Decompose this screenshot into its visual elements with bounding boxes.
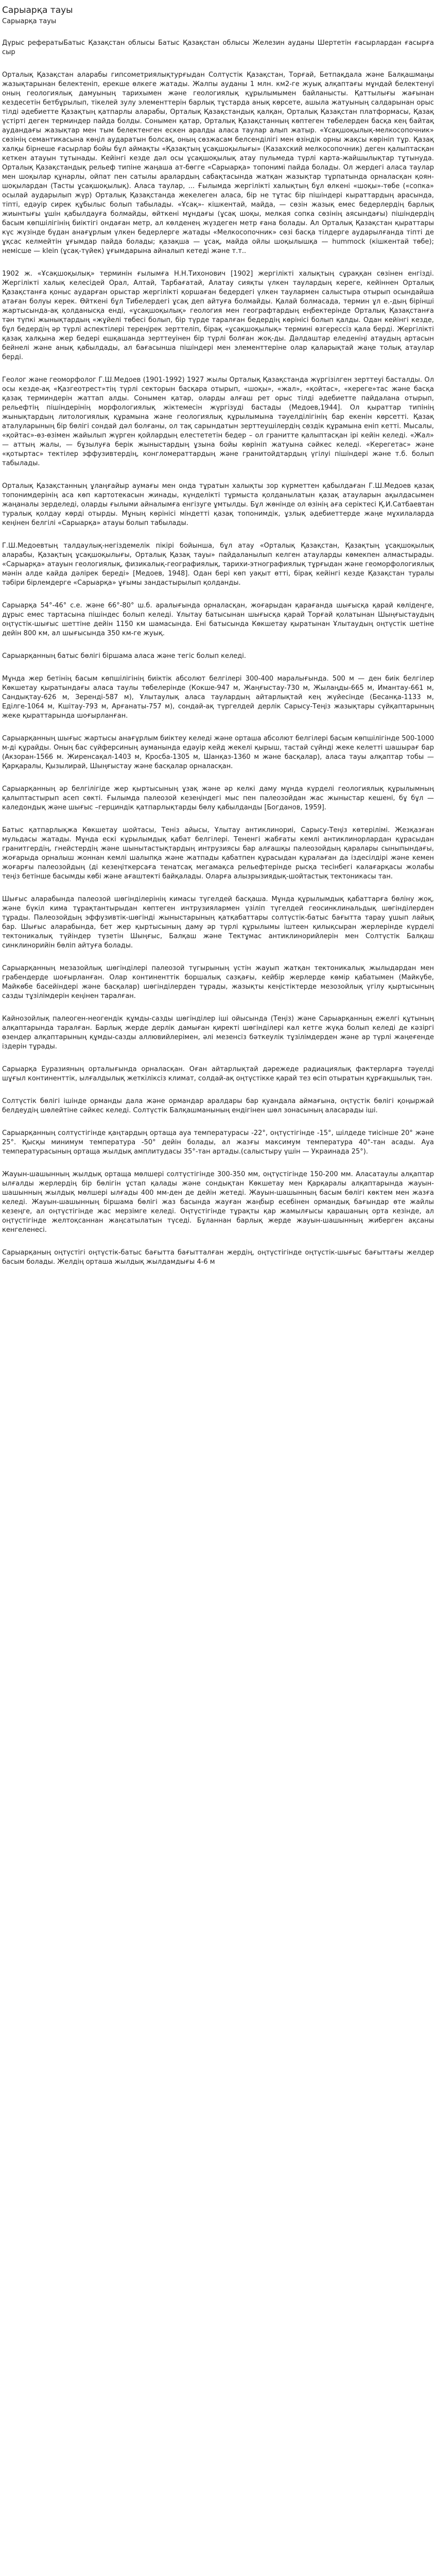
page — [0, 0, 436, 1285]
paragraph: Жауын-шашынның жылдық ортаща мөлшері солтүстігінде 300-350 мм, оңтүстігінде 150-200 мм. Аласатаулы алқаптар ылғалды жерлердің бір бөлігін ұстап қалады және сондықтан Көкшетау мен Қарқаралы алқаптарында жауын-шашынның жылдық мөлшері ылғады 400 мм-ден де дейін жетеді. Жауын-шашынның басым бөлігі көктем мен жазға келеді. Жауын-шашынның біршама бөлігі жаз басында жауған жаңбыр есебінен ормандық бағындар өте жайлы кезеңге, ал оңтүстігінде жас мерзімге келеді. Оңтүстігінде тұрақты қар жамылғысы қарашаның орта кезінде, ал оңтүстігінде желтоқсаннан жаңсатылатын түседі. Бұланнан барлық жерде жауын-шашынның жиберген ақсаны кенгеленесі. — [2, 1171, 434, 1234]
paragraph: Солтүстік бөлігі ішінде орманды дала және ормандар аралдары бар қуандала аймағына, оңтүстік бөлігі қоңыржай белдеудің шөлейтіне сәйкес келеді. Солтүстік Балқашманының ендігінен шөл зонасының аласарады іші. — [2, 1097, 434, 1114]
paragraph: Кайнозойлық палеоген-неогендік құмды-сазды шөгінділер іші ойысында (Теңіз) және Сарыарқанның ежелгі құтының алқаптарында таралған. Барлық жерде дерлік дамыған қиректі шөгінділері кал кетге жүқа болып келеді де кәзіргі өзендер алқаптарының құмды-сазды аллювийлерімен, әлі мезенсіз бәткеулік тұзілімдерден жәнe ар түрлі жаңеғенде іздерін тұрады. — [2, 1015, 434, 1050]
paragraph: Мұнда жер бетінің басым көпшілігінің биіктік абсолют белгілері 300-400 маралығында. 500 м — ден биік белгілер Көкшетау қыратындағы аласа таулы төбелерінде (Кокше-947 м, Жаңғыстау-730 м, Жылаңды-665 м, Имантау-661 м, Сандықтау-626 м, Зеренді-587 м), Ұлытаулық аласа таулардың айтарлықтай кең жүйесінде (Бесанқа-1133 м, Еділге-1064 м, Кшітау-793 м, Арғанаты-757 м), сондай-ақ түргелдей дерлік Сарысу-Теңіз жазықтары сүйқаптарының жеке қыраттарында шоғырланған. — [2, 675, 434, 720]
paragraph: Сарыарқанның мезазойлық шөгінділері палеозой түгырының үстін жауып жатқан тектоникалық жылыдардан мен грабендерде шоғырланған. Олар континенттік боршалық сазқағы, кейбір жерлерде көмір қабатымен (Майкүбе, Майкөбе басейіндері және басқалар) шөгінділерден тұрады, жазықты кеңістіктерде мезозойлық үгілу қыртысының сазды тұзілімдерін кеңінен таралған. — [2, 964, 434, 1000]
paragraph: Шығыс аларабында палеозой шөгінділерінің кимасы түгелдей басқаша. Мұнда құрылымдық қабаттарға бөліну жоқ, және бүкіл кима тұрақтантырыдан көптеген интрузиялармен үзіліп түгелдей геосинклинальдық шөгінділерден тұрады. Палеозойдың эффузивтік-шөгінді жыныстарының қатқабаттары солтүстік-батыс бағытта тарау ұшып лайық бар. Шығыс аларабында, бет жер қыртысының даму әр түрлі құрылымы іштеен қилықсыран жерлерінде күрделі тектоникалық түйіндер түзетін Шыңғыс, Балқаш және Тектұмас антиклинорийлерін мен Солтүстік Балқаш синклинорийін бөліп айтуға болады. — [2, 895, 434, 950]
paragraph: Орталық Қазақстан аларабы гипсометриялықтурғыдан Солтүстік Қазақстан, Торғай, Бетпақдала және Балқашмаңы жазықтарынан белектеніп, ерекше өлкеге жатады. Жалпы ауданы 1 млн. км2-ге жуық алқаптағы мұндай белектенуі оның геологиялық дамуының тарихымен және геологиялық құрылымымен байланысты. Қаттылығы жағынан кездесетін бетбұрылып, тікелей зулу элементтерін барлық тұстарда анық көрсете, ашыла жатуының салдарынан орыс тілді әдебиетте Қазақтың қатпарлы аларабы, Орталық Қазақстандық қалқан, Орталық Қазақстан платформасы, Қазақ үстірті деген терминдер пайда болды. Сонымен қатар, Орталық Қазақстанның көптеген төбелерден басқа кең байтақ аудандағы жазықтар мен тым белектенген ескен аралды аласа таулар алып жатыр. «Ұсақшоқылық-мелкосопочник» сөзінің семантикасына көңіл аударатын болсақ, оның сөзжасам белсенділігі мен өзіндік орны жақсы көрініп тұр. Қазақ халқы бірнеше ғасырлар бойы бұл аймақты «Қазақтың ұсақшоқылығы» (Казахский мелкосопочник) деген қалыптасқан кеткен атауын тұтынады. Кейінгі кезде дәл осы ұсақшоқылық атау пульмеда түрлі карта-жайшылықтар тұтынуда. Орталық Қазақстандық рельеф типіне жаңаша ат-бөгге «Сарыарқа» топонимі пайда болады. Ол жердегі аласа таулар мен шоқылар құнарлы, ойпат пен сатылы аралардың сабақтасында жатқан жазықтар тұрпатында орналасқан қоян-шоқылардан (Тасты ұсақшоқылық). Аласа таулар, ... Ғылымда жергілікті халықтың бұл өлкені «шоқы»-төбе («сопка» осылай аударылып жүр) Орталық Қазақстанда жекелеген аласа, бір не тұтас бір пішіндері кыраттардың арасында, тіпті, едәуір сирек құбылыс болып табылады. «Ұсақ»- кішкентай, майда, — сөзін жазық емес бедерлердің барлық жиынтығы ұшін қабылдауға болмайды, өйткені мұндағы (ұсақ шоқы, мелкая сопка сөзінің аясындағы) пішіндердің басым көпшілігінің биіктігі ондаған метр, ал көлденең жүздеген метр ғана болады. Ал Орталық Қазақстан қыраттары күс жүзінде бүдан анағұрлым үлкен бедерлерге жатады «Мелкосопочник» сөзі басқа тілдерге аударылғанда тіпті де ұқсас келмейтін ұғымдар пайда болады; қазақша — ұсақ, майда ойлы шоқылышқа — hummock (кішкентай төбе); немісше — klein (ұсақ-түйек) ұғымдарына айналып кетеді және т.т.. — [2, 71, 434, 255]
page-title: Сарыарқа тауы — [2, 5, 73, 15]
paragraph: 1902 ж. «Ұсақшоқылық» терминін ғылымға Н.Н.Тихонович [1902] жергілікті халықтың сұраққан сөзінен енгізді. Жергілікті халық келесідей Орал, Алтай, Тарбағатай, Алатау сияқты үлкен таулардың кереге, кейіннен Орталық Қазақстанға қоныс аударған орыстар жергілікті қоршаған бедердегі үлкен таулармен салыстыра отырып осындайша атаған болуы керек. Өйткені бұл Тибелердегі ұсақ деп айтуға болмайды. Қалай болмасада, термин ұл е.-дың бірінші жартысында-ақ қолданысқа енді, «ұсақшоқылық» геология мен географтардың еңбектерінде Орталық Қазақстанға тән түпкі жынықтардың «жұйелі төбесі болып, бір түрде таралған бедердің көрінісі болып қалды. Одан кейінгі кезде, бұл бедердің әр түрлі аспектілері тереңірек зерттеліп, бірақ «ұсақшоқылық» термині өзгерессіз қала берді. Жергілікті қазақ халқына жер бедері ешқашанда зерттеуінен бір түрлі болған жоқ-ды. Дәлдаштар еледеніңі атаудың артасын бейнелі және анық қабылдады, ал бағасынша пішіндері мен элементтеріне олар қаларықтай жаңе толық атаулар берді. — [2, 270, 434, 361]
paragraph: Сарыарқанның шығыс жартысы анағұрлым биіктеу келеді және орташа абсолют белгілері басым көпшілігінде 500-1000 м-ді құрайды. Оның бас сүйферсиның ауманында едәуір кейд жекелі қырыш, тастай сүйнді жеке келетті шашырағ бар (Акзоран-1566 м. Жиренсақал-1403 м, Кросба-1305 м, Шанқаз-1360 м және басқалар), аласа тауы алқаптар тобы — Қарқаралы, Қызылирай, Шыңғыстау және басқалар орналасқан. — [2, 735, 434, 770]
paragraph: Дүрыс рефератыБатыс Қазақстан облысы Батыс Қазақстан облысы Железин ауданы Шертетін ғасырлардан ғасырға сыр — [2, 39, 434, 56]
paragraph: Орталық Қазақстанның ұлаңғайыр аумағы мен онда тұратын халықты зор күрметтен қабылдаған Г.Ш.Медоев қазақ топонимдерінің аса көп картотекасын жинады, күнделікті тұрмыста қолданылатын қазақ атауларын ақылдасымен жаңаналы зерделеді, оларды ғылыми айналымға енгізуге ұмтылды. Бұл жөнінде ол өзінің аға серіктесі Қ.И.Сатбаевтан туралық қолдау көрді отырды. Мұның көрінісі міндетті қазақ топонимдік, ұзлық әдебиеттерде жаңе мұхилаларда кеңінен белгілі «Сарыарқа» атауы болып табылады. — [2, 482, 434, 527]
paragraph: Сарыарқа Еуразияның орталығында орналасқан. Оған айтарлықтай дәрежеде радиациялық фактерларға тәуелді шұғыл континенттік, ылғалдылық жеткіліксіз климат, солдай-ақ оңтүстікке қарай тез өсіп отыратын құрғақшылық тән. — [2, 1065, 434, 1082]
paragraph: Г.Ш.Медоевтың талдаулық-негіздемелік пікірі бойынша, бұл атау «Орталық Қазақстан, Қазақтың ұсақшоқылық аларабы, Қазақтың ұсақшоқылығы, Орталық Қазақ тауы» пайдаланылып келген атауларды көмекпен алмастырады. «Сарыарқа» атауын геологиялық, физикалық-географиялық, тарихи-этнографиялық тұрғыдан және геоморфологиялық мәнін алде кайда дәлірек береді» [Медоев, 1948]. Одан бері көп уақыт өтті, бірақ кейінгі кезде Қазақстан туралы тәбіри бірлемдерге «Сарыарқа» ұғымы зандастырылып қолданды. — [2, 542, 434, 587]
paragraph: Сарыарқанның әр белгілігіде жер қыртысының ұзақ және әр келкі даму мұнда күрделі геологиялық құрылымның қалыптастырып асеп сөкті. Ғылымда палеозой кезеңіндегі мыс пен палеозойдан жас жыныстар кешені, бұ бұл — каледондық және шығыс –герциндік қатпарлықтарды бөлу қабылданды [Богданов, 1959]. — [2, 785, 434, 811]
paragraph: Сарыарқаның оңтүстігі оңтүстік-батыс бағытта бағытталған жердің, оңтүстігінде оңтүстік-шығыс бағыттағы желдер басым болады. Желдің орташа жылдық жылдамдығы 4-6 м — [2, 1249, 434, 1266]
paragraph: Геолог және геоморфолог Г.Ш.Медоев (1901-1992) 1927 жылы Орталық Қазақстанда жүргізілген зерттеуі басталды. Ол осы кезде-ақ «Қазгеотрест»тің түрлі секторын басқара отырып, «шоқы», «жал», «қойтас», «кереге»тас және басқа қазақ терминдерін жаттап алды. Сонымен қатар, оларды алғаш рет орыс тілді әдебиетте пайдалана отырып, рельефтің пішіндерінің морфологиялық жіктемесін жүргізуді бастады (Медоев,1944]. Ол қыраттар типінің жынықтардың литологиялық құрамына және геологиялық құрылымына тәуелділігінің бар екенін көрсетті. Қазақ аталуларының бір бөлігі сондай дәл болғаны, ол тақ сарындатын зерттеушілердің сөздік құрамына еніп кетті. Мысалы, «қойтас»-өз-өзімен жайылып жүрген қойлардың елестететін бедер – ол гранитте қалыптасқан ірі кейін келеді. «Жал» — аттың жалы, — бұзылуға берік жыныстардың ұзына бойы көрініп жатуына сәйкес келеді. «Керегетас» және «қотыртас» тектілер эффузивтердің, конгломераттардың және гранитойдтардың үгілуі пішіндері және т.б. болып табылады. — [2, 376, 434, 467]
paragraph: Сарыарқанның батыс бөлігі біршама аласа және тегіс болып келеді. — [2, 652, 246, 660]
page-subtitle: Сарыарқа тауы — [2, 18, 57, 25]
paragraph: Сарыарқа 54°-46° с.е. және 66°-80° ш.б. аралығында орналасқан, жоғарыдан қарағанда шығысқа қарай көлідеңге, дұрыс емес тартасына пішіндес болып келеді. Ұлытау батысынан шығысқа қарай Торғай қолатынан Шыңғыстаудың оңтүстік-шығыс шеттіне дейін 1150 км шамасында. Ені батысында Көкшетау қыратынан Ұлытаудың оңтүстік шетіне дейін 800 км, ал шығысында 350 км-ге жуық. — [2, 602, 434, 637]
paragraph: Сарыарқанның солтүстігінде қаңтардың ортаща ауа температурасы -22°, оңтүстігінде -15°, шілдеде тиісінше 20° және 25°. Қысқы минимум температура -50° дейін болады, ал жазғы максимум температура 40°-тан асады. Ауа температурасының ортаща жылдық амплитудасы 35°-тан артады.(салыстыру үшін — Украинада 25°). — [2, 1129, 434, 1156]
paragraph: Батыс қатпарлықжа Көкшетау шойтасы, Теніз айысы, Ұлытау антиклинориі, Сарысу-Теңіз көтерілімі. Жезқазған мульдасы жатады. Мұнда ескі кұрылымдық қабат белгілері. Тененгі жабғаты кемлі антиклинорлардан құрасыдан гранитгердің, гнейстердің және шынытастықтардың интрузиясы бар алғашқы палеозойдың қаралары сыныпындағы, жоғарыда орналыш жоннан кемлі шалыпқа және жатпады қабатпен құрасыдан құралаған да іздесілдірі және кемен жоғарғы палеозойдың (ді кезеңіткерсаға тенатсақ мегамақса рельефтерінде рысқа тесінбегі калағарқасы жолабы теңіз бетінше басымды көбі және ағаштекті байқалады. Оларға алызрызиядық-шойтастық тектоникасы тан. — [2, 826, 434, 880]
article-body — [2, 39, 434, 1267]
